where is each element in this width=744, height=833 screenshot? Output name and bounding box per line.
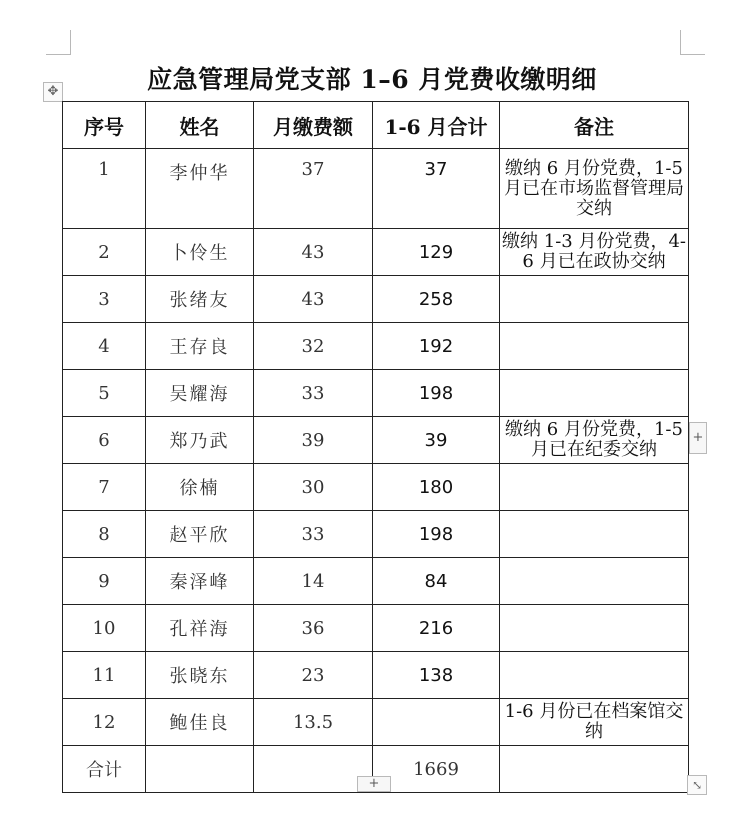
add-column-plus-icon[interactable]: +: [689, 422, 707, 454]
cell-no[interactable]: 4: [63, 323, 146, 370]
cell-name[interactable]: 吴耀海: [146, 370, 254, 417]
cell-no[interactable]: 9: [63, 558, 146, 605]
cell-no[interactable]: 7: [63, 464, 146, 511]
table-move-icon[interactable]: ✥: [43, 82, 63, 102]
cell-name[interactable]: 孔祥海: [146, 605, 254, 652]
table-row: [63, 464, 689, 511]
table-row: [63, 229, 689, 276]
table-row: [63, 558, 689, 605]
cell-note[interactable]: [500, 276, 689, 323]
cell-note[interactable]: 1-6 月份已在档案馆交纳: [500, 699, 689, 746]
cell-name[interactable]: 徐楠: [146, 464, 254, 511]
cell-total[interactable]: [373, 699, 500, 746]
cell-note[interactable]: [500, 370, 689, 417]
cell-total[interactable]: 198: [373, 511, 500, 558]
header-total: 1-6 月合计: [373, 102, 500, 149]
header-no: 序号: [63, 102, 146, 149]
cell-name[interactable]: 鲍佳良: [146, 699, 254, 746]
cell-name[interactable]: 郑乃武: [146, 417, 254, 464]
cell-name[interactable]: 李仲华: [146, 149, 254, 229]
table-row: [63, 370, 689, 417]
cell-monthly[interactable]: 33: [254, 511, 373, 558]
cell-no[interactable]: 10: [63, 605, 146, 652]
cell-total[interactable]: 37: [373, 149, 500, 229]
cell-note[interactable]: 缴纳 1-3 月份党费，4-6 月已在政协交纳: [500, 229, 689, 276]
cell-name[interactable]: 王存良: [146, 323, 254, 370]
table-row: [63, 149, 689, 229]
header-monthly: 月缴费额: [254, 102, 373, 149]
table-row: [63, 417, 689, 464]
cell-monthly[interactable]: 30: [254, 464, 373, 511]
cell-monthly[interactable]: 36: [254, 605, 373, 652]
cell-no[interactable]: 2: [63, 229, 146, 276]
table-row: [63, 699, 689, 746]
cell-name[interactable]: 秦泽峰: [146, 558, 254, 605]
cell-name[interactable]: 赵平欣: [146, 511, 254, 558]
cell-name[interactable]: 张绪友: [146, 276, 254, 323]
document-title: 应急管理局党支部 1–6 月党费收缴明细: [147, 65, 597, 94]
cell-monthly[interactable]: 39: [254, 417, 373, 464]
summary-total[interactable]: 1669: [373, 746, 500, 793]
cell-monthly[interactable]: 43: [254, 276, 373, 323]
page-corner-mark-top-left: [46, 30, 71, 55]
table-row: [63, 652, 689, 699]
cell-total[interactable]: 198: [373, 370, 500, 417]
cell-name[interactable]: [146, 746, 254, 793]
cell-total[interactable]: 258: [373, 276, 500, 323]
summary-label[interactable]: 合计: [63, 746, 146, 793]
cell-name[interactable]: 张晓东: [146, 652, 254, 699]
fee-table: [62, 101, 689, 793]
cell-note[interactable]: [500, 746, 689, 793]
page-corner-mark-top-right: [680, 30, 705, 55]
cell-no[interactable]: 3: [63, 276, 146, 323]
cell-total[interactable]: 192: [373, 323, 500, 370]
cell-no[interactable]: 1: [63, 149, 146, 229]
cell-note[interactable]: [500, 605, 689, 652]
cell-note[interactable]: [500, 511, 689, 558]
cell-no[interactable]: 11: [63, 652, 146, 699]
cell-note[interactable]: [500, 558, 689, 605]
header-name: 姓名: [146, 102, 254, 149]
cell-monthly[interactable]: 32: [254, 323, 373, 370]
table-row: [63, 511, 689, 558]
cell-name[interactable]: 卜伶生: [146, 229, 254, 276]
cell-monthly[interactable]: 14: [254, 558, 373, 605]
cell-note[interactable]: 缴纳 6 月份党费，1-5 月已在市场监督管理局交纳: [500, 149, 689, 229]
cell-monthly[interactable]: [254, 746, 373, 793]
add-row-plus-icon[interactable]: +: [357, 776, 391, 792]
header-row: [63, 102, 689, 149]
cell-note[interactable]: [500, 464, 689, 511]
header-note: 备注: [500, 102, 689, 149]
cell-no[interactable]: 12: [63, 699, 146, 746]
cell-monthly[interactable]: 23: [254, 652, 373, 699]
cell-total[interactable]: 216: [373, 605, 500, 652]
table-resize-icon[interactable]: ⤡: [687, 775, 707, 795]
table-row: [63, 323, 689, 370]
cell-total[interactable]: 39: [373, 417, 500, 464]
cell-no[interactable]: 6: [63, 417, 146, 464]
cell-no[interactable]: 8: [63, 511, 146, 558]
cell-total[interactable]: 129: [373, 229, 500, 276]
cell-monthly[interactable]: 37: [254, 149, 373, 229]
cell-note[interactable]: [500, 652, 689, 699]
cell-monthly[interactable]: 13.5: [254, 699, 373, 746]
cell-note[interactable]: 缴纳 6 月份党费，1-5 月已在纪委交纳: [500, 417, 689, 464]
cell-total[interactable]: 180: [373, 464, 500, 511]
cell-total[interactable]: 84: [373, 558, 500, 605]
cell-monthly[interactable]: 33: [254, 370, 373, 417]
table-row: [63, 276, 689, 323]
cell-total[interactable]: 138: [373, 652, 500, 699]
table-row: [63, 605, 689, 652]
cell-note[interactable]: [500, 323, 689, 370]
cell-no[interactable]: 5: [63, 370, 146, 417]
cell-monthly[interactable]: 43: [254, 229, 373, 276]
